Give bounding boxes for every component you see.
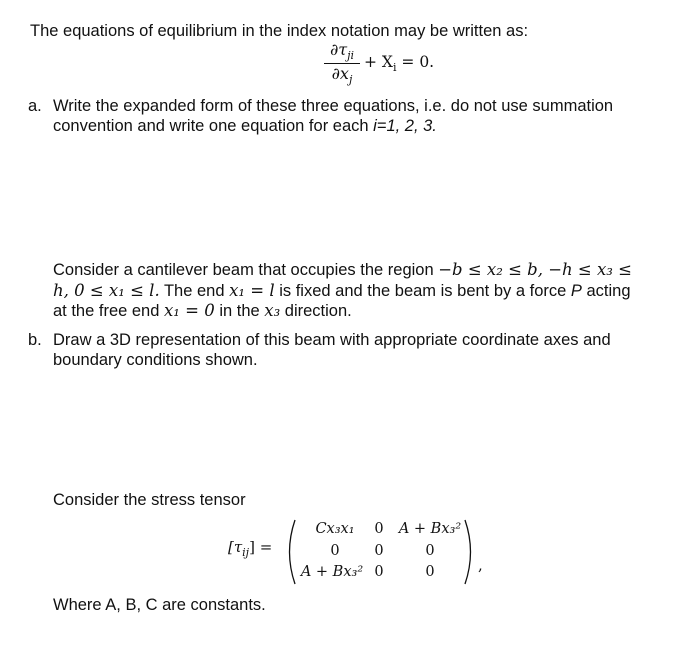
matrix-right-paren xyxy=(462,518,478,586)
part-a-line1: Write the expanded form of these three equations, i.e. do not use summation xyxy=(53,97,614,115)
matrix-cell: 0 xyxy=(374,564,384,580)
partial-fraction xyxy=(322,40,362,62)
matrix-cell: A + Bx₃² xyxy=(300,564,364,580)
matrix-cell: 0 xyxy=(374,543,384,559)
fraction-numerator: $\partial\tau_{ji}$ xyxy=(329,40,355,62)
fraction-denominator-wrap xyxy=(322,64,362,86)
part-b-label: b. xyxy=(28,331,42,349)
matrix-cell: Cx₃x₁ xyxy=(315,521,355,537)
fraction-denominator: $\partial x_j$ xyxy=(331,64,353,86)
cantilever-line2: h, 0 ≤ x₁ ≤ l. The end x₁ = l is fixed and the beam is bent by a force P acting xyxy=(53,281,631,300)
intro-text: The equations of equilibrium in the index notation may be written as: xyxy=(30,22,529,40)
matrix-cell: A + Bx₃² xyxy=(398,521,462,537)
matrix-cell: 0 xyxy=(425,564,435,580)
matrix-cell: 0 xyxy=(374,521,384,537)
stress-intro: Consider the stress tensor xyxy=(53,491,246,509)
part-a-label: a. xyxy=(28,97,42,115)
matrix-cell: 0 xyxy=(425,543,435,559)
constants-note: Where A, B, C are constants. xyxy=(53,596,266,614)
matrix-cell: 0 xyxy=(330,543,340,559)
cantilever-line1: Consider a cantilever beam that occupies the region −b ≤ x₂ ≤ b, −h ≤ x₃ ≤ xyxy=(53,260,632,279)
stress-lhs: $[\tau_{ij}]$ = xyxy=(228,538,273,559)
matrix-trailing-comma: , xyxy=(478,556,483,574)
cantilever-line3: at the free end x₁ = 0 in the x₃ direction. xyxy=(53,301,352,320)
equation-rest: + $X_i = 0$. xyxy=(364,53,435,74)
part-a-line2: convention and write one equation for each i=1, 2, 3. xyxy=(53,117,437,135)
part-b-line2: boundary conditions shown. xyxy=(53,351,258,369)
part-b-line1: Draw a 3D representation of this beam with appropriate coordinate axes and xyxy=(53,331,611,349)
